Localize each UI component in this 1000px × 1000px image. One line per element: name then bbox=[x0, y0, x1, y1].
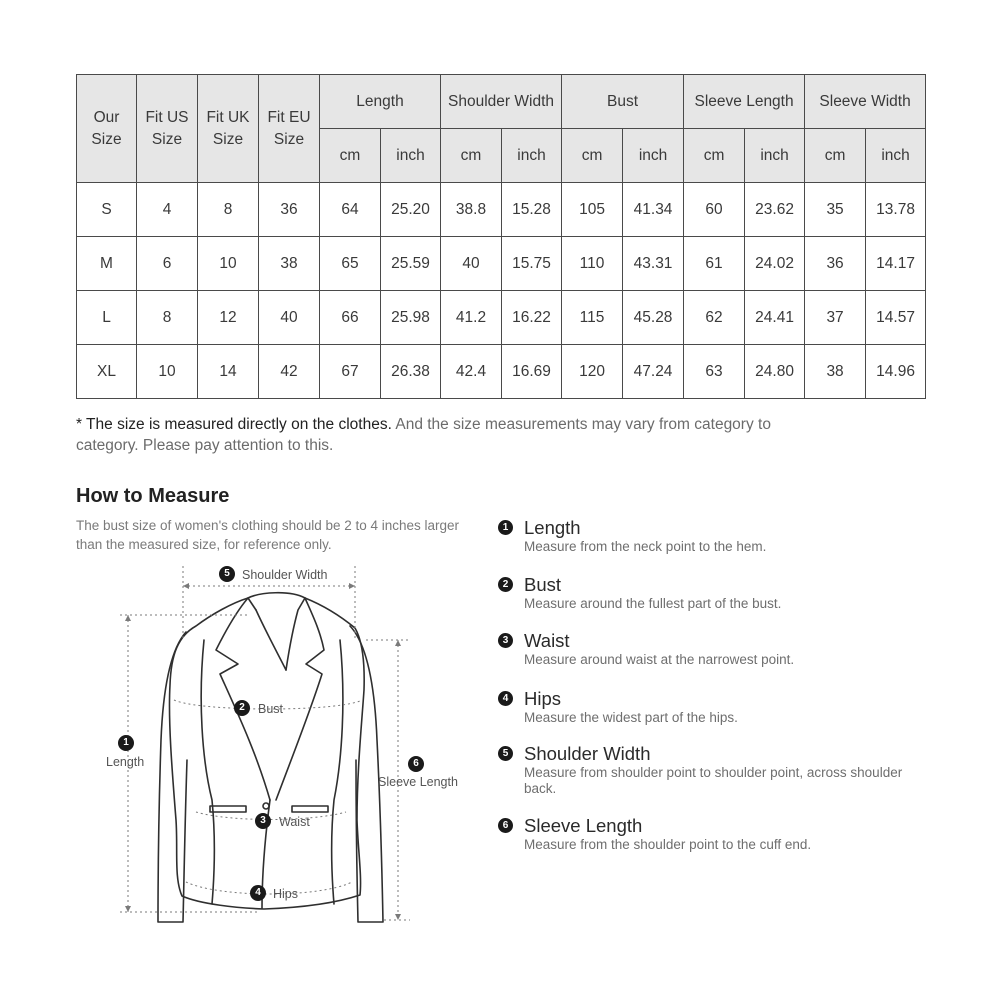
table-cell: 25.20 bbox=[381, 183, 441, 237]
table-cell: 14 bbox=[198, 345, 259, 399]
table-cell: 24.02 bbox=[745, 237, 805, 291]
table-cell: 4 bbox=[137, 183, 198, 237]
header-fit-eu: Fit EU Size bbox=[259, 75, 320, 183]
table-cell: 24.80 bbox=[745, 345, 805, 399]
table-cell: 38 bbox=[805, 345, 866, 399]
unit-cell: inch bbox=[745, 129, 805, 183]
table-cell: 60 bbox=[684, 183, 745, 237]
table-cell: 63 bbox=[684, 345, 745, 399]
measure-title: Hips bbox=[524, 688, 562, 709]
diagram-badge-length: 1 bbox=[118, 735, 134, 751]
unit-cell: inch bbox=[623, 129, 684, 183]
measure-title: Bust bbox=[524, 574, 562, 595]
table-cell: 15.75 bbox=[502, 237, 562, 291]
table-cell: 65 bbox=[320, 237, 381, 291]
number-badge: 5 bbox=[498, 746, 513, 761]
table-cell: 37 bbox=[805, 291, 866, 345]
table-cell: 10 bbox=[137, 345, 198, 399]
table-cell: 14.96 bbox=[866, 345, 926, 399]
table-cell: 36 bbox=[805, 237, 866, 291]
number-badge: 6 bbox=[498, 818, 513, 833]
table-cell: 64 bbox=[320, 183, 381, 237]
measure-title: Sleeve Length bbox=[524, 815, 643, 836]
unit-cell: cm bbox=[320, 129, 381, 183]
unit-cell: cm bbox=[562, 129, 623, 183]
diagram-badge-shoulder-width: 5 bbox=[219, 566, 235, 582]
header-fit-us: Fit US Size bbox=[137, 75, 198, 183]
diagram-label-waist: Waist bbox=[279, 815, 310, 829]
table-cell: 41.34 bbox=[623, 183, 684, 237]
table-cell: 43.31 bbox=[623, 237, 684, 291]
table-cell: 45.28 bbox=[623, 291, 684, 345]
note-strong: * The size is measured directly on the clothes. bbox=[76, 416, 392, 433]
diagram-label-hips: Hips bbox=[273, 887, 299, 901]
table-cell: 14.17 bbox=[866, 237, 926, 291]
table-cell: 25.59 bbox=[381, 237, 441, 291]
table-cell: 12 bbox=[198, 291, 259, 345]
diagram-badge-hips: 4 bbox=[250, 885, 266, 901]
header-length: Length bbox=[320, 75, 441, 129]
diagram-label-sleeve-length: Sleeve Length bbox=[378, 775, 458, 789]
table-cell: 8 bbox=[137, 291, 198, 345]
table-cell: 16.69 bbox=[502, 345, 562, 399]
number-badge: 3 bbox=[498, 633, 513, 648]
number-badge: 4 bbox=[498, 691, 513, 706]
table-cell: 41.2 bbox=[441, 291, 502, 345]
size-cell: M bbox=[77, 237, 137, 291]
unit-cell: inch bbox=[866, 129, 926, 183]
table-cell: 62 bbox=[684, 291, 745, 345]
table-cell: 26.38 bbox=[381, 345, 441, 399]
header-fit-uk: Fit UK Size bbox=[198, 75, 259, 183]
diagram-badge-waist: 3 bbox=[255, 813, 271, 829]
size-cell: XL bbox=[77, 345, 137, 399]
table-cell: 42.4 bbox=[441, 345, 502, 399]
number-badge: 1 bbox=[498, 520, 513, 535]
diagram-label-length: Length bbox=[106, 755, 145, 769]
header-shoulder-width: Shoulder Width bbox=[441, 75, 562, 129]
table-cell: 25.98 bbox=[381, 291, 441, 345]
table-cell: 24.41 bbox=[745, 291, 805, 345]
unit-cell: cm bbox=[805, 129, 866, 183]
header-sleeve-length: Sleeve Length bbox=[684, 75, 805, 129]
table-cell: 38.8 bbox=[441, 183, 502, 237]
how-to-measure-title: How to Measure bbox=[76, 485, 230, 507]
table-cell: 35 bbox=[805, 183, 866, 237]
diagram-badge-bust: 2 bbox=[234, 700, 250, 716]
measure-description: Measure from the shoulder point to the cuff end. bbox=[524, 837, 812, 852]
table-cell: 115 bbox=[562, 291, 623, 345]
unit-cell: inch bbox=[381, 129, 441, 183]
measure-title: Waist bbox=[524, 630, 570, 651]
table-cell: 66 bbox=[320, 291, 381, 345]
table-cell: 15.28 bbox=[502, 183, 562, 237]
table-cell: 105 bbox=[562, 183, 623, 237]
unit-cell: inch bbox=[502, 129, 562, 183]
table-cell: 38 bbox=[259, 237, 320, 291]
size-cell: S bbox=[77, 183, 137, 237]
measure-description: Measure around the fullest part of the bust. bbox=[524, 596, 782, 611]
unit-cell: cm bbox=[684, 129, 745, 183]
diagram-label-bust: Bust bbox=[258, 702, 284, 716]
table-cell: 61 bbox=[684, 237, 745, 291]
table-cell: 8 bbox=[198, 183, 259, 237]
table-cell: 10 bbox=[198, 237, 259, 291]
measure-description: Measure from shoulder point to shoulder point, across shoulder back. bbox=[524, 765, 903, 796]
table-cell: 6 bbox=[137, 237, 198, 291]
note-rest: And the size measurements may vary from category to category. Please pay attention to this. bbox=[76, 416, 771, 454]
measure-title: Length bbox=[524, 517, 581, 538]
header-sleeve-width: Sleeve Width bbox=[805, 75, 926, 129]
table-cell: 47.24 bbox=[623, 345, 684, 399]
unit-cell: cm bbox=[441, 129, 502, 183]
table-cell: 14.57 bbox=[866, 291, 926, 345]
measure-description: Measure the widest part of the hips. bbox=[524, 710, 738, 725]
table-cell: 42 bbox=[259, 345, 320, 399]
table-cell: 13.78 bbox=[866, 183, 926, 237]
how-to-measure-description: The bust size of women's clothing should be 2 to 4 inches larger than the measured size, for reference only. bbox=[76, 518, 460, 552]
measure-description: Measure from the neck point to the hem. bbox=[524, 539, 767, 554]
table-cell: 23.62 bbox=[745, 183, 805, 237]
table-cell: 110 bbox=[562, 237, 623, 291]
table-cell: 67 bbox=[320, 345, 381, 399]
header-bust: Bust bbox=[562, 75, 684, 129]
diagram-label-shoulder-width: Shoulder Width bbox=[242, 568, 328, 582]
measure-description: Measure around waist at the narrowest point. bbox=[524, 652, 795, 667]
table-cell: 40 bbox=[441, 237, 502, 291]
size-cell: L bbox=[77, 291, 137, 345]
table-cell: 16.22 bbox=[502, 291, 562, 345]
table-cell: 36 bbox=[259, 183, 320, 237]
measure-title: Shoulder Width bbox=[524, 743, 651, 764]
table-cell: 40 bbox=[259, 291, 320, 345]
header-our-size: Our Size bbox=[77, 75, 137, 183]
diagram-badge-sleeve-length: 6 bbox=[408, 756, 424, 772]
number-badge: 2 bbox=[498, 577, 513, 592]
table-cell: 120 bbox=[562, 345, 623, 399]
